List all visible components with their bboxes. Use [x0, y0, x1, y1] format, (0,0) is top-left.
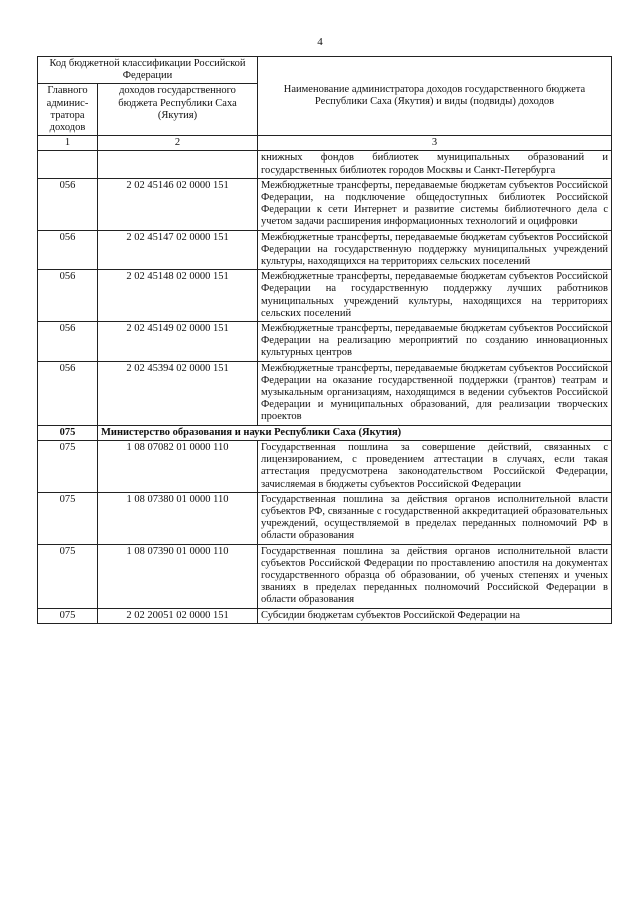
income-code: 1 08 07082 01 0000 110 — [98, 440, 258, 492]
header-group-title: Код бюджетной классификации Российской Федерации — [38, 57, 258, 84]
page-number: 4 — [317, 36, 323, 48]
table-row — [38, 151, 612, 178]
income-description: Государственная пошлина за совершение действий, связанных с лицензированием, с проведением аттестации в случаях, если такая аттестация предусмотрена законодательством Российской Федерации, зачисляемая в бюджеты субъектов Российской Федерации — [258, 440, 612, 492]
table-row — [38, 361, 612, 425]
admin-code: 075 — [38, 544, 98, 608]
income-description: Межбюджетные трансферты, передаваемые бюджетам субъектов Российской Федерации на оказание государственной поддержки (грантов) театрам и музыкальным организациям, находящимся в ведении субъектов Российской Федерации и муниципальных образований, для реализации творческих проектов — [258, 361, 612, 425]
table-row — [38, 270, 612, 322]
income-code: 2 02 45147 02 0000 151 — [98, 230, 258, 270]
income-code: 2 02 45148 02 0000 151 — [98, 270, 258, 322]
table-row-section — [38, 425, 612, 440]
admin-code: 075 — [38, 492, 98, 544]
header-col3: Наименование администратора доходов государственного бюджета Республики Саха (Якутия) и виды (подвиды) доходов — [258, 57, 612, 136]
table-header-row — [38, 57, 612, 84]
admin-code: 075 — [38, 440, 98, 492]
budget-classification-table — [37, 56, 612, 624]
table-row — [38, 544, 612, 608]
table-row — [38, 322, 612, 362]
admin-code: 056 — [38, 322, 98, 362]
column-number-row — [38, 136, 612, 151]
income-code: 2 02 45146 02 0000 151 — [98, 178, 258, 230]
income-code: 2 02 20051 02 0000 151 — [98, 608, 258, 623]
header-col2: доходов государственного бюджета Республики Саха (Якутия) — [98, 84, 258, 136]
admin-code: 075 — [38, 425, 98, 440]
table-row — [38, 440, 612, 492]
table-row — [38, 492, 612, 544]
admin-code: 056 — [38, 230, 98, 270]
table-row — [38, 608, 612, 623]
income-description: Государственная пошлина за действия органов исполнительной власти субъектов РФ, связанные с государственной аккредитацией образовательных учреждений, осуществляемой в пределах переданных полномочий РФ в области образования — [258, 492, 612, 544]
admin-code: 056 — [38, 361, 98, 425]
col-number-3: 3 — [258, 136, 612, 151]
income-code: 2 02 45149 02 0000 151 — [98, 322, 258, 362]
income-description: Межбюджетные трансферты, передаваемые бюджетам субъектов Российской Федерации на реализацию мероприятий по созданию инновационных культурных центров — [258, 322, 612, 362]
admin-code: 075 — [38, 608, 98, 623]
section-title: Министерство образования и науки Республики Саха (Якутия) — [98, 425, 612, 440]
admin-code — [38, 151, 98, 178]
table-row — [38, 230, 612, 270]
admin-code: 056 — [38, 178, 98, 230]
income-code: 1 08 07380 01 0000 110 — [98, 492, 258, 544]
income-description: Межбюджетные трансферты, передаваемые бюджетам субъектов Российской Федерации, на подключение общедоступных библиотек Российской Федерации к сети Интернет и развитие системы библиотечного дела с учетом задачи расширения информационных технологий и оцифровки — [258, 178, 612, 230]
income-description: Межбюджетные трансферты, передаваемые бюджетам субъектов Российской Федерации на государственную поддержку лучших работников муниципальных учреждений культуры, находящихся на территориях сельских поселений — [258, 270, 612, 322]
income-description: Государственная пошлина за действия органов исполнительной власти субъектов Российской Федерации по проставлению апостиля на документах государственного образца об образовании, об ученых степенях и ученых званиях в пределах переданных полномочий Российской Федерации в области образования — [258, 544, 612, 608]
income-code — [98, 151, 258, 178]
income-description: Субсидии бюджетам субъектов Российской Федерации на — [258, 608, 612, 623]
admin-code: 056 — [38, 270, 98, 322]
income-code: 2 02 45394 02 0000 151 — [98, 361, 258, 425]
col-number-2: 2 — [98, 136, 258, 151]
income-code: 1 08 07390 01 0000 110 — [98, 544, 258, 608]
income-description: книжных фондов библиотек муниципальных образований и государственных библиотек городов Москвы и Санкт-Петербурга — [258, 151, 612, 178]
income-description: Межбюджетные трансферты, передаваемые бюджетам субъектов Российской Федерации на государственную поддержку муниципальных учреждений культуры, находящихся на территориях сельских поселений — [258, 230, 612, 270]
table-row — [38, 178, 612, 230]
col-number-1: 1 — [38, 136, 98, 151]
header-col1: Главного админис-тратора доходов — [38, 84, 98, 136]
